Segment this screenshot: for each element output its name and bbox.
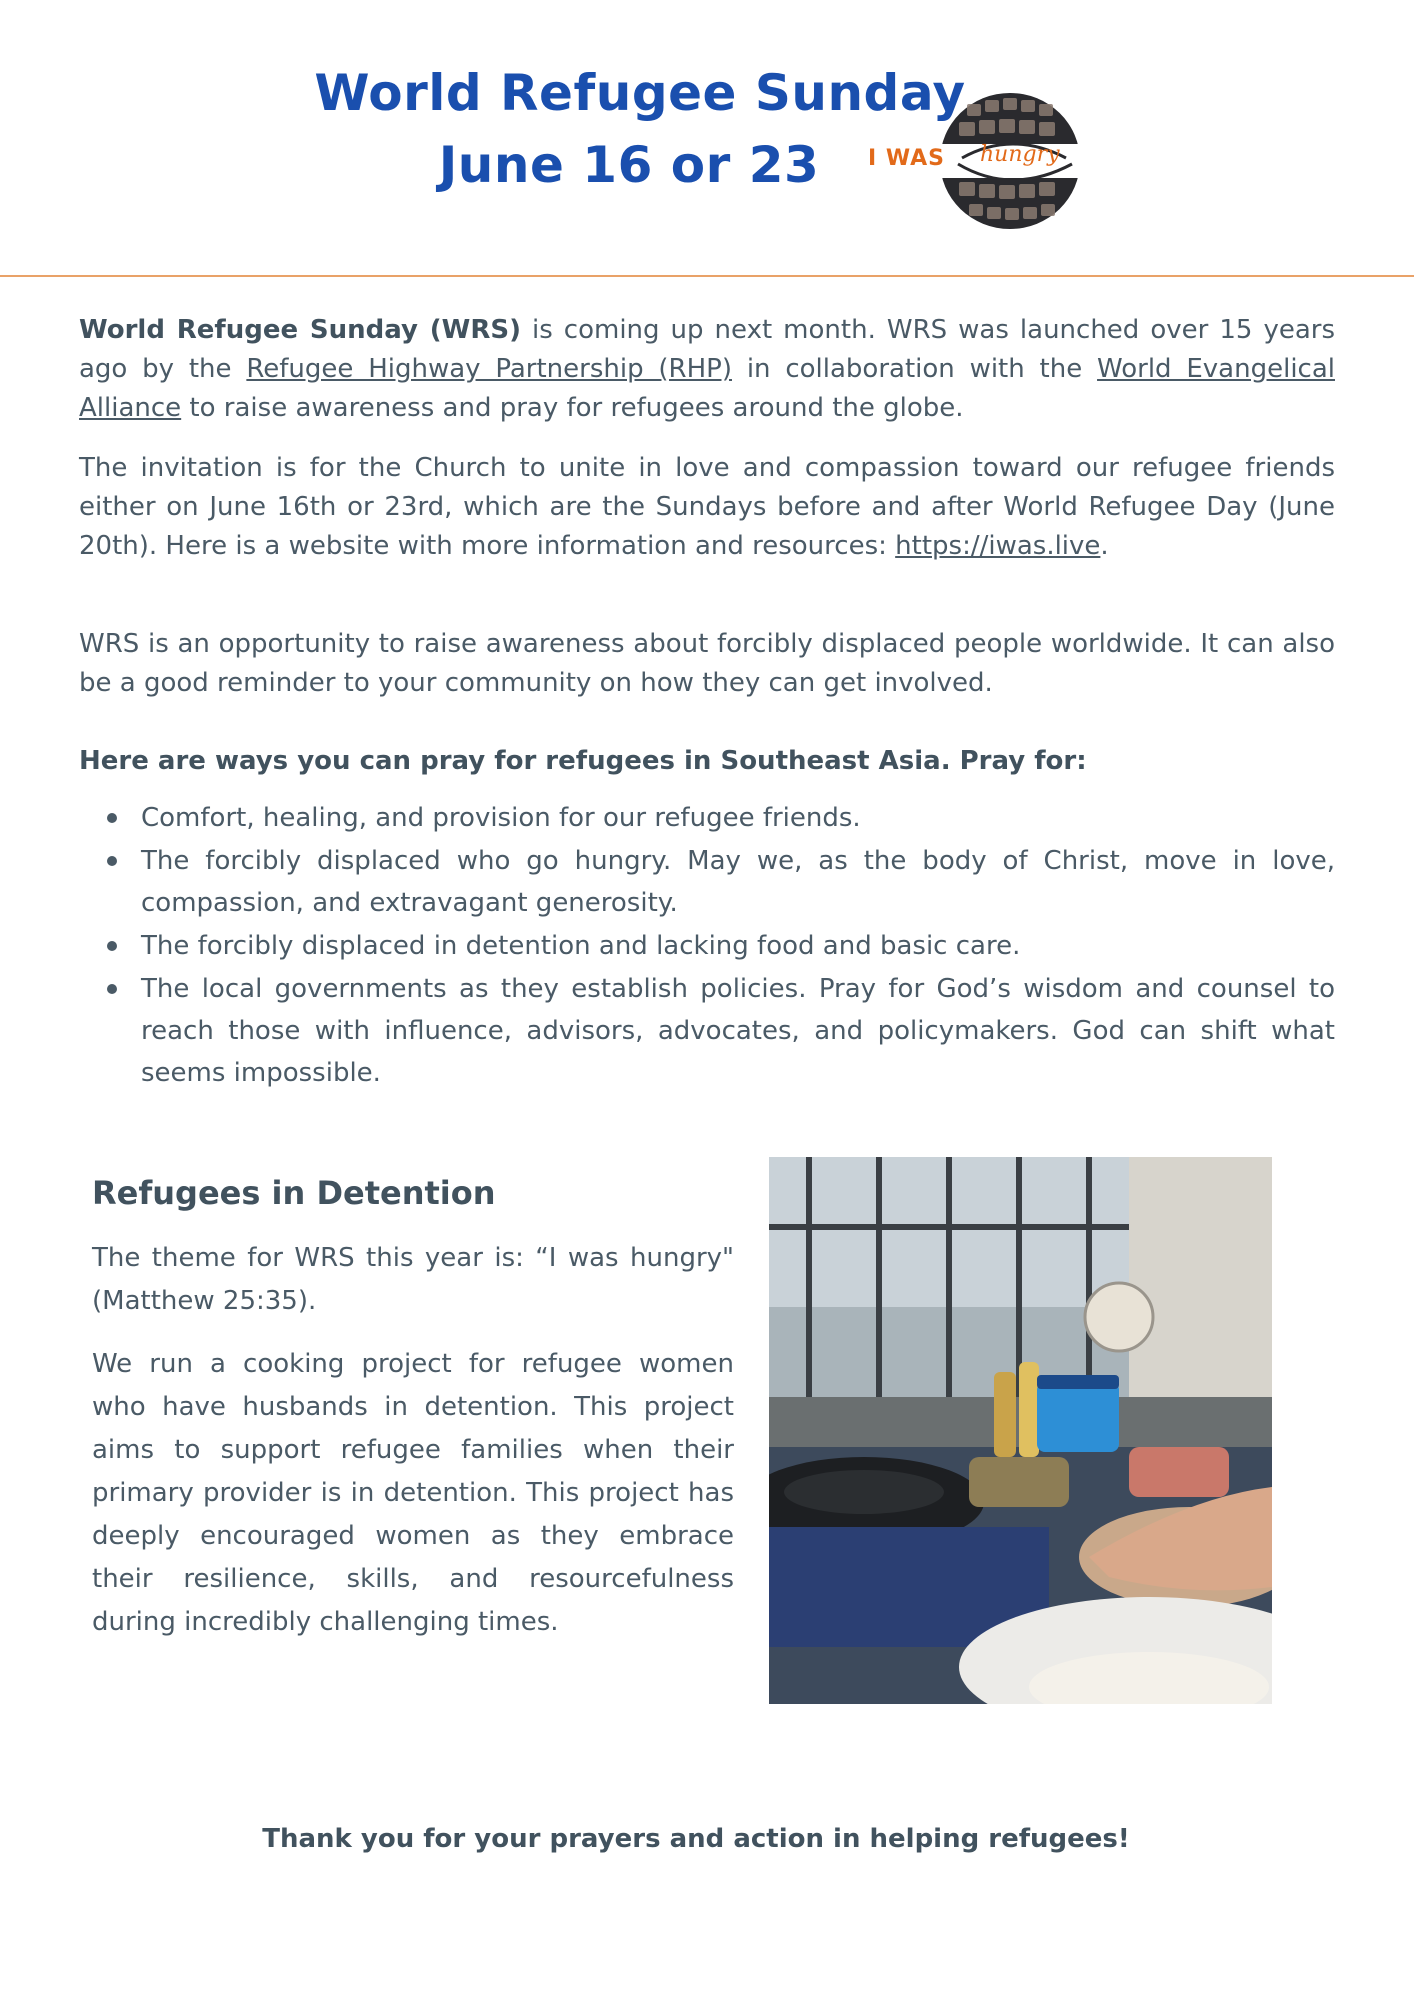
wea-link[interactable]: World Evangelical Alliance [79, 354, 1335, 423]
prayer-item [79, 840, 1335, 924]
iwas-website-link[interactable]: https://iwas.live [895, 531, 1101, 561]
bullet-icon [107, 941, 117, 951]
prayer-heading: Here are ways you can pray for refugees in Southeast Asia. Pray for: [79, 746, 1087, 776]
prayer-item-text: The forcibly displaced in detention and lacking food and basic care. [141, 931, 1021, 961]
bullet-icon [107, 813, 117, 823]
invitation-text-end: . [1100, 531, 1109, 561]
cooking-photo [769, 1157, 1272, 1704]
prayer-item [79, 797, 1335, 839]
intro-text: is coming up next month. WRS was launched over 15 years ago by the [79, 315, 1335, 384]
prayer-item [79, 925, 1335, 967]
intro-paragraph-3: WRS is an opportunity to raise awareness about forcibly displaced people worldwide. It can also be a good reminder to your community on how they can get involved. [79, 629, 1335, 698]
cooking-project-paragraph: We run a cooking project for refugee women who have husbands in detention. This project aims to support refugee families when their primary provider is in detention. This project has deeply encouraged women as they embrace their resilience, skills, and resourcefulness during incredibly challenging times. [92, 1349, 734, 1637]
invitation-text: The invitation is for the Church to unite in love and compassion toward our refugee friends either on June 16th or 23rd, which are the Sundays before and after World Refugee Day (June 20th). Here is a website with more information and resources: [79, 453, 1335, 561]
detention-theme-paragraph: The theme for WRS this year is: “I was hungry" (Matthew 25:35). [92, 1243, 734, 1316]
prayer-item [79, 968, 1335, 1094]
header-divider [0, 275, 1414, 277]
prayer-item-text: The forcibly displaced who go hungry. May we, as the body of Christ, move in love, compassion, and extravagant generosity. [141, 846, 1335, 918]
prayer-list [79, 797, 1335, 1095]
bullet-icon [107, 856, 117, 866]
logo-word-hungry: hungry [980, 142, 1060, 167]
wrs-bold-name: World Refugee Sunday (WRS) [79, 315, 521, 345]
prayer-item-text: The local governments as they establish policies. Pray for God’s wisdom and counsel to reach those with influence, advisors, advocates, and policymakers. God can shift what seems impossible. [141, 974, 1335, 1088]
intro-paragraph-1 [79, 311, 1335, 428]
page-title: World Refugee Sunday [314, 64, 966, 122]
thank-you-note: Thank you for your prayers and action in helping refugees! [262, 1824, 1130, 1854]
bullet-icon [107, 984, 117, 994]
intro-text: to raise awareness and pray for refugees around the globe. [181, 393, 964, 423]
prayer-item-text: Comfort, healing, and provision for our refugee friends. [141, 803, 861, 833]
logo-word-iwas: I WAS [868, 146, 945, 171]
intro-paragraph-2 [79, 449, 1335, 566]
detention-section-title: Refugees in Detention [92, 1174, 496, 1212]
rhp-link[interactable]: Refugee Highway Partnership (RHP) [246, 354, 732, 384]
page-subtitle-date: June 16 or 23 [438, 136, 820, 194]
intro-text: in collaboration with the [732, 354, 1098, 384]
iwas-hungry-logo [862, 86, 1092, 236]
